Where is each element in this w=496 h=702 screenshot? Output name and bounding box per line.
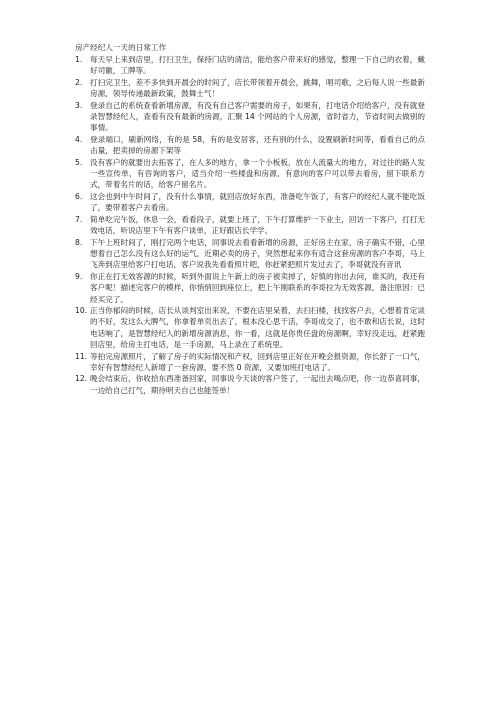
list-item: [75, 373, 425, 396]
item-number: 2.: [75, 77, 83, 87]
item-number: 9.: [75, 271, 83, 281]
list-item: [75, 134, 425, 157]
item-text: 下午上班时间了，刚打完两个电话，同事说去看看新增的房源，正好房主在家，房子确实不错，心里想着自己怎么没有这么好的运气，近期必卖的房子，突然想起来你有适合这套房源的客户李哥，马上飞奔到店里给客户打电话，客户说我先看看照片吧，你赶紧把照片发过去了，李哥就没有音讯: [90, 237, 425, 270]
list-item: [75, 305, 425, 351]
item-text: 每天早上来到店里，打扫卫生，保持门店的清洁，能给客户带来好的感觉，整理一下自己的衣着，戴好司徽，工牌等。: [90, 55, 425, 76]
document-title: 房产经纪人一天的日常工作: [75, 43, 167, 52]
work-steps-list: [75, 54, 425, 396]
item-number: 12.: [75, 374, 88, 384]
list-item: [75, 54, 425, 77]
item-number: 6.: [75, 191, 83, 201]
item-number: 5.: [75, 157, 83, 167]
document-page: [75, 42, 425, 396]
item-number: 8.: [75, 237, 83, 247]
item-text: 登录端口，刷新网络，有的是 58，有的是安居客，还有别的什么，设置刷新时间等，看看自己的点击量，把卖掉的房源下架等: [90, 134, 425, 156]
item-number: 4.: [75, 134, 83, 144]
list-item: [75, 157, 425, 191]
item-text: 等拍完房源照片，了解了房子的实际情况和产权，回到店里正好在开晚会报资源，你长舒了一口气，幸好有智慧经纪人新增了一套房源，要不然 0 资源，又要加班打电话了。: [90, 351, 425, 372]
item-text: 简单吃完午饭，休息一会，看看段子，就要上班了，下午打算维护一下业主，回访一下客户，打打无效电话，听说店里下午有客户谈单，正好跟店长学学。: [90, 214, 425, 236]
list-item: [75, 100, 425, 134]
item-text: 晚会结束后，你收拾东西准备回家，同事说今天谈的客户签了，一起出去喝点吧，你一边恭喜同事，一边给自己打气，期待明天自己也能签单！: [90, 374, 425, 395]
item-text: 这会也到中午时间了，没有什么事情，就回店放好东西，准备吃午饭了，有客户的经纪人就不能吃饭了，要带着客户去看房。: [90, 191, 425, 213]
list-item: [75, 351, 425, 374]
item-number: 1.: [75, 55, 83, 64]
item-text: 打扫完卫生，差不多快到开晨会的时间了，店长带领着开晨会，跳舞，唱司歌，之后每人说一些最新房源，领导传递最新政策，鼓舞士气！: [90, 77, 425, 99]
item-text: 没有客户的就要出去拓客了，在人多的地方，拿一个小板板，放在人流量大的地方，对过往的路人发一些宣传单，有咨询的客户，适当介绍一些楼盘和房源，有意向的客户可以带去看房，留下联系方式，带着名片的话，给客户留名片。: [90, 157, 425, 190]
item-text: 登录自己的系统查看新增房源，有没有自己客户需要的房子，如果有，打电话介绍给客户，没有就登录智慧经纪人，查看有没有最新的房源，汇聚 14 个网站的个人房源，省时省力，节省时间去做别的事情。: [90, 100, 425, 133]
list-item: [75, 191, 425, 214]
list-item: [75, 214, 425, 237]
list-item: [75, 237, 425, 271]
item-text: 正当你郁闷的时候，店长从谈判室出来说，不要在店里呆着，去扫扫楼，找找客户去，心想着肯定谈的不好，发这么大脾气，你拿着单页出去了，根本没心思干活，李哥成交了，也不敢和店长说，这时电话响了，是智慧经纪人的新增房源消息，你一看，这就是你贵任盘的房源啊，幸好没走远，赶紧跑回店里，给房主打电话，是一手房源，马上录在了系统里。: [90, 305, 425, 350]
list-item: [75, 77, 425, 100]
item-number: 11.: [75, 351, 88, 361]
item-number: 7.: [75, 214, 83, 224]
list-item: [75, 271, 425, 305]
item-number: 3.: [75, 100, 83, 110]
item-number: 10.: [75, 305, 88, 315]
item-text: 你正在打无效客源的时候，听到外面说上午新上的房子被卖掉了，好慎的你出去问，谁买的，我还有客户呢！描述完客户的模样，你悄悄回到座位上，把上午刚联系的李哥拉为无效客源，备注原因：已经买完了。: [90, 271, 425, 304]
